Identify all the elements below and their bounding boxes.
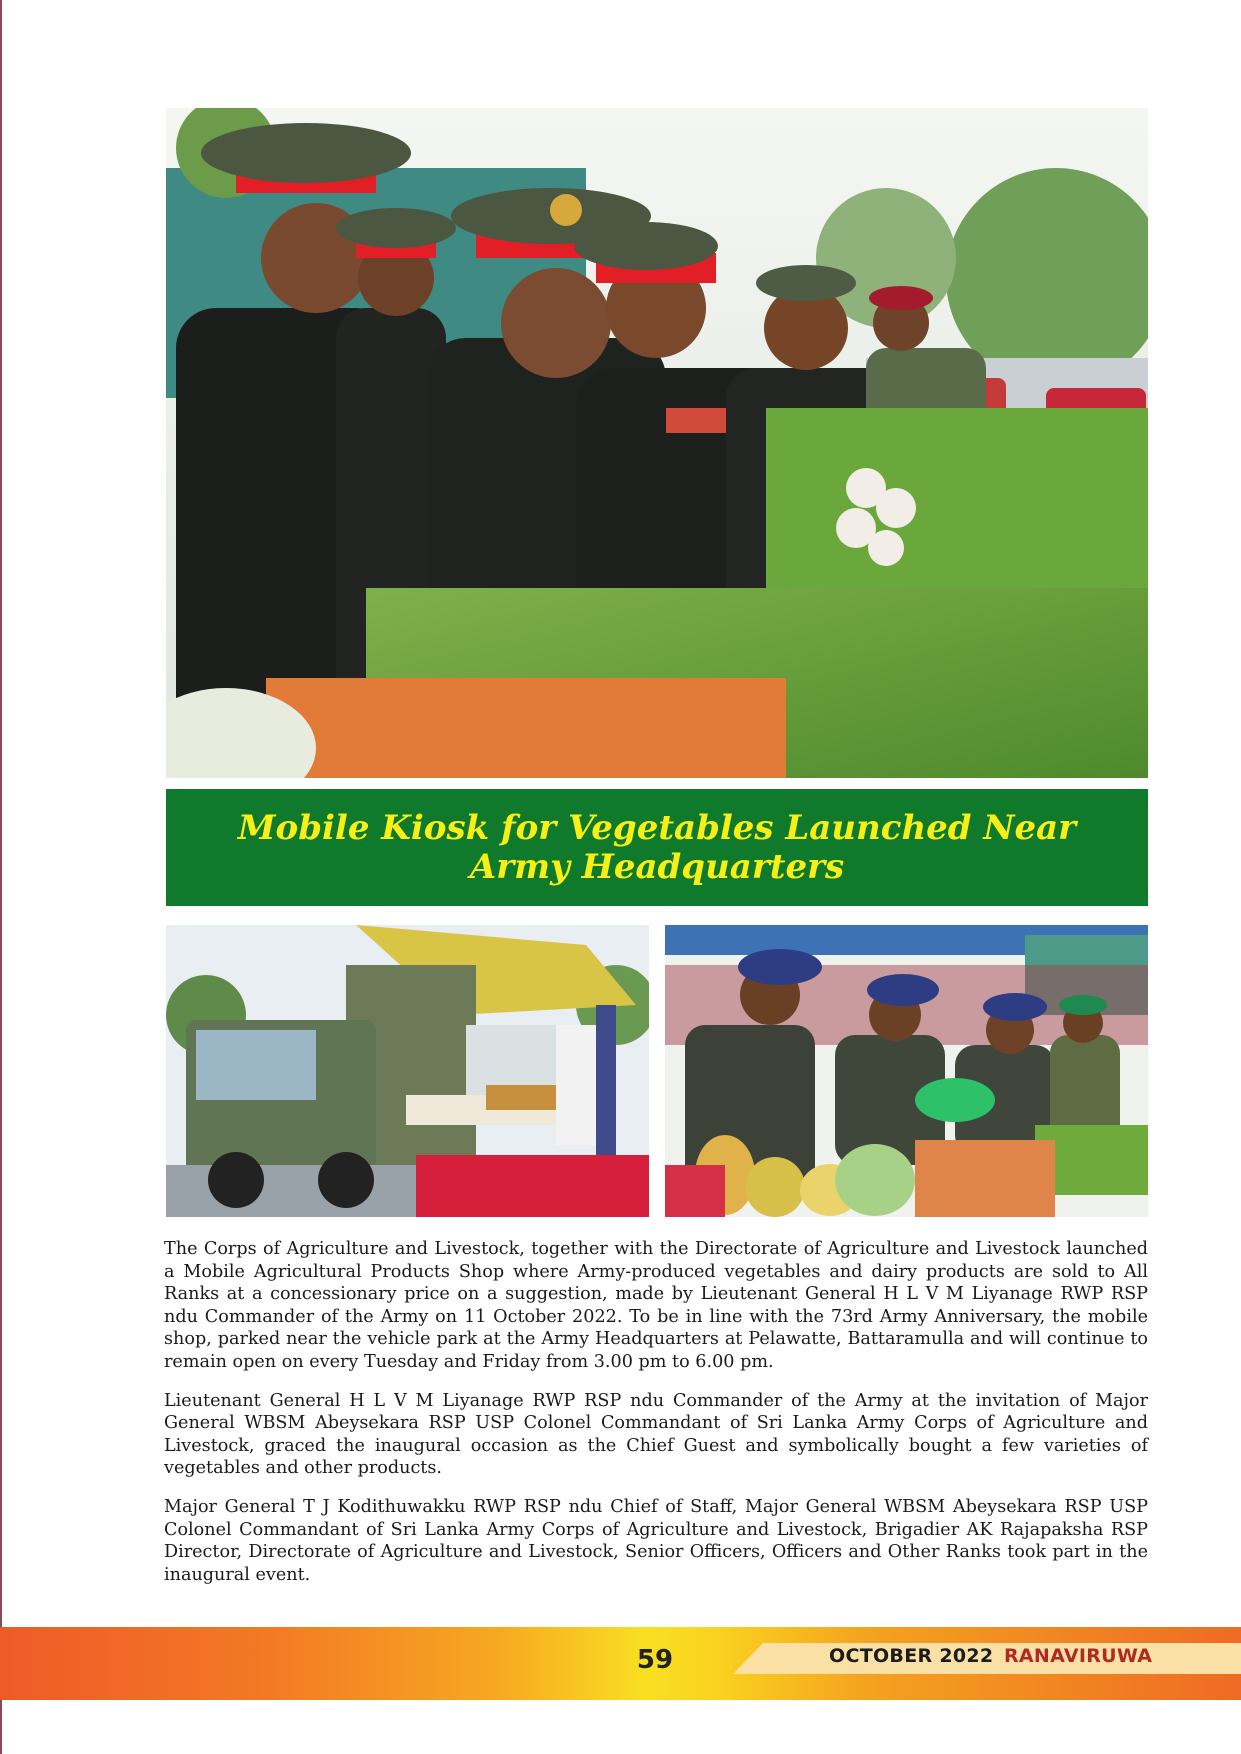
photo-soldiers-selecting-vegetables bbox=[665, 925, 1148, 1217]
article-title: Mobile Kiosk for Vegetables Launched Near Army Headquarters bbox=[237, 807, 1077, 887]
hero-photo-officers-at-vegetable-stall bbox=[166, 108, 1148, 778]
article-title-banner bbox=[166, 789, 1148, 906]
page-number: 59 bbox=[636, 1645, 674, 1675]
page-edge-rule bbox=[0, 0, 2, 1754]
photo-mobile-kiosk-truck bbox=[166, 925, 649, 1217]
magazine-name: RANAVIRUWA bbox=[1004, 1645, 1153, 1667]
issue-date: OCTOBER 2022 bbox=[829, 1645, 994, 1667]
article-body bbox=[164, 1238, 1148, 1602]
article-paragraph: The Corps of Agriculture and Livestock, together with the Directorate of Agriculture and Livestock launched a Mobile Agricultural Products Shop where Army-produced vegetables and dairy products are sold to All Ranks at a concessionary price on a suggestion, made by Lieutenant General H L V M Liyanage RWP RSP ndu Commander of the Army on 11 October 2022. To be in line with the 73rd Army Anniversary, the mobile shop, parked near the vehicle park at the Army Headquarters at Pelawatte, Battaramulla and will continue to remain open on every Tuesday and Friday from 3.00 pm to 6.00 pm. bbox=[164, 1239, 1148, 1372]
article-paragraph: Lieutenant General H L V M Liyanage RWP RSP ndu Commander of the Army at the invitation of Major General WBSM Abeysekara RSP USP Colonel Commandant of Sri Lanka Army Corps of Agriculture and Livestock, graced the inaugural occasion as the Chief Guest and symbolically bought a few varieties of vegetables and other products. bbox=[164, 1390, 1148, 1479]
article-paragraph: Major General T J Kodithuwakku RWP RSP ndu Chief of Staff, Major General WBSM Abeysekara RSP USP Colonel Commandant of Sri Lanka Army Corps of Agriculture and Livestock, Brigadier AK Rajapaksha RSP Director, Directorate of Agriculture and Livestock, Senior Officers, Officers and Other Ranks took part in the inaugural event. bbox=[164, 1496, 1148, 1585]
